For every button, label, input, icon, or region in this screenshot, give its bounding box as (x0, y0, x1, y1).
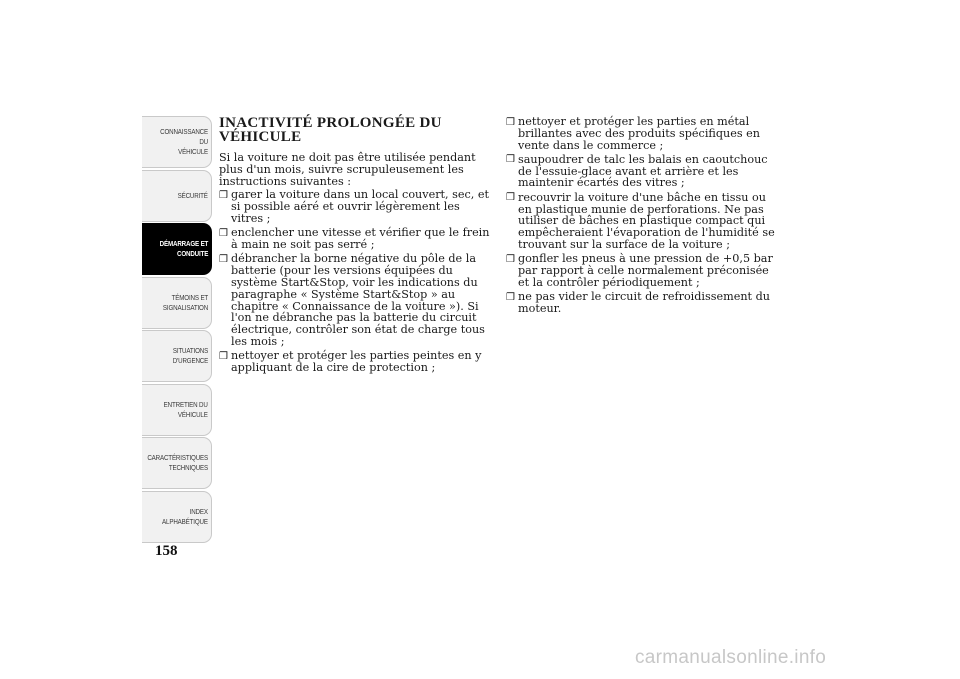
checkbox-bullet-icon: ❒ (506, 154, 515, 166)
chapter-tabs (142, 116, 212, 544)
intro-paragraph: Si la voiture ne doit pas être utilisée pendant plus d'un mois, suivre scrupuleusement les instructions suivantes : (219, 151, 476, 188)
tab-temoins-et-signalisation[interactable]: TÉMOINS ET SIGNALISATION (142, 277, 212, 329)
tab-index-alphabetique[interactable]: INDEX ALPHABÉTIQUE (142, 491, 212, 543)
tab-entretien-du-vehicule[interactable]: ENTRETIEN DU VÉHICULE (142, 384, 212, 436)
list-item: ❒ saupoudrer de talc les balais en caoutchouc de l'essuie-glace avant et arrière et les maintenir écartés des vitres ; (506, 152, 768, 190)
list-item: ❒ gonfler les pneus à une pression de +0,5 bar par rapport à celle normalement préconisée et la contrôler périodiquement ; (506, 252, 773, 289)
instruction-list-left (219, 189, 495, 373)
watermark: carmanualsonline.info (635, 647, 827, 668)
tab-demarrage-et-conduite[interactable]: DÉMARRAGE ET CONDUITE (142, 223, 212, 275)
tab-situations-d-urgence[interactable]: SITUATIONS D'URGENCE (142, 330, 212, 382)
right-column (506, 116, 781, 317)
left-column (219, 116, 495, 376)
list-item: ❒ ne pas vider le circuit de refroidissement du moteur. (506, 290, 770, 315)
list-item: ❒ enclencher une vitesse et vérifier que le frein à main ne soit pas serré ; (219, 226, 490, 252)
checkbox-bullet-icon: ❒ (506, 291, 515, 303)
page-number: 158 (155, 543, 178, 559)
checkbox-bullet-icon: ❒ (219, 253, 228, 265)
checkbox-bullet-icon: ❒ (506, 192, 515, 204)
tab-securite[interactable]: SÉCURITÉ (142, 170, 212, 222)
checkbox-bullet-icon: ❒ (219, 350, 228, 362)
list-item: ❒ débrancher la borne négative du pôle de la batterie (pour les versions équipées du système Start&Stop, voir les indications du paragraphe « Système Start&Stop » au chapitre « Connaissance de la voiture »). Si l'on ne débranche pas la batterie du circuit électrique, contrôler son état de charge tous les mois ; (219, 252, 485, 348)
list-item: ❒ nettoyer et protéger les parties en métal brillantes avec des produits spécifiques en vente dans le commerce ; (506, 115, 760, 152)
checkbox-bullet-icon: ❒ (219, 227, 228, 239)
instruction-list-right (506, 116, 781, 315)
checkbox-bullet-icon: ❒ (219, 189, 228, 201)
tab-connaissance-du-vehicule[interactable]: CONNAISSANCE DU VÉHICULE (142, 116, 212, 168)
list-item: ❒ nettoyer et protéger les parties peintes en y appliquant de la cire de protection ; (219, 349, 482, 375)
list-item: ❒ recouvrir la voiture d'une bâche en tissu ou en plastique munie de perforations. Ne pas utiliser de bâches en plastique compact qui empêcheraient l'évaporation de l'humidité se trouvant sur la surface de la voiture ; (506, 190, 775, 251)
section-title: INACTIVITÉ PROLONGÉE DU VÉHICULE (219, 115, 442, 145)
checkbox-bullet-icon: ❒ (506, 116, 515, 128)
checkbox-bullet-icon: ❒ (506, 253, 515, 265)
tab-caracteristiques-techniques[interactable]: CARACTÉRISTIQUES TECHNIQUES (142, 437, 212, 489)
list-item: ❒ garer la voiture dans un local couvert, sec, et si possible aéré et ouvrir légèrement les vitres ; (219, 188, 490, 225)
